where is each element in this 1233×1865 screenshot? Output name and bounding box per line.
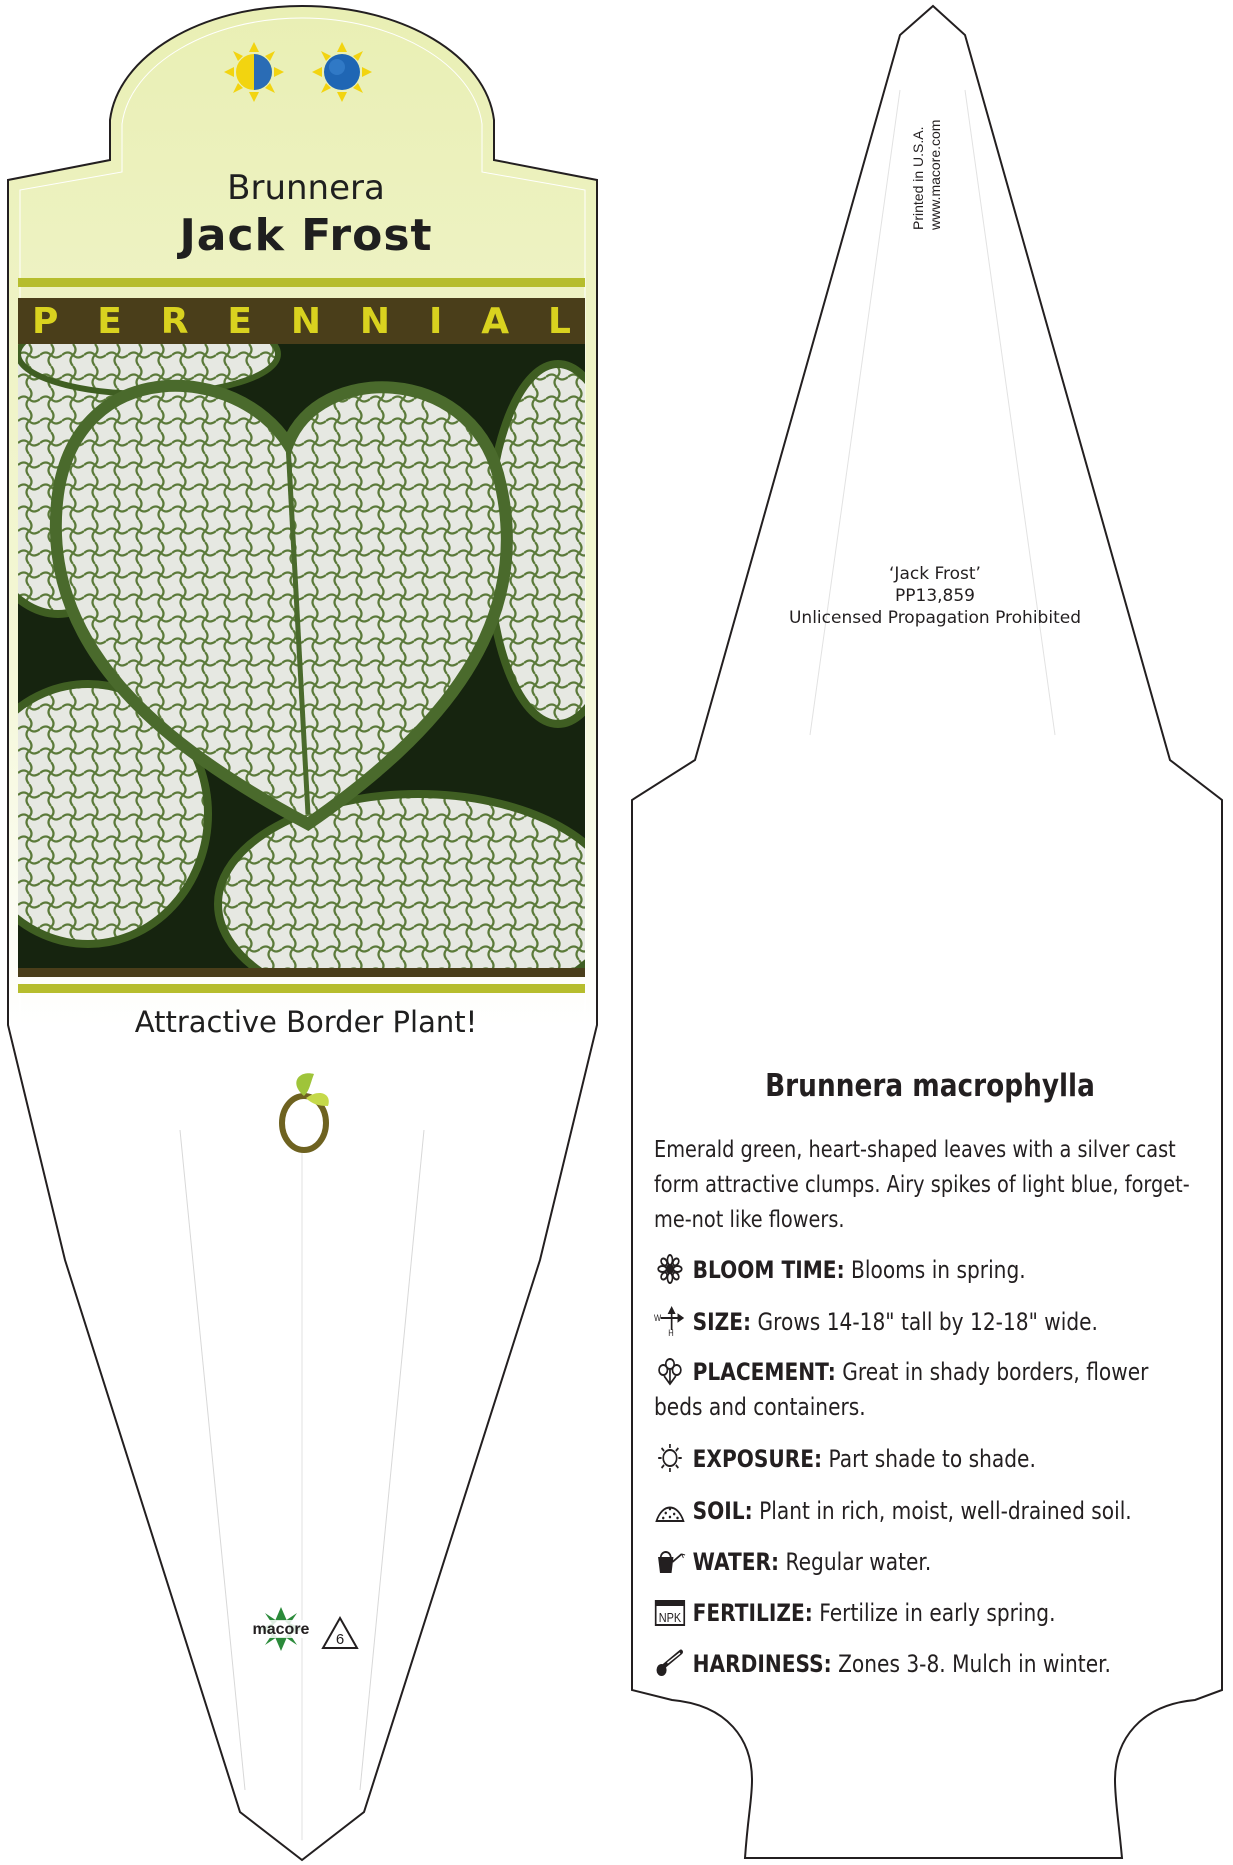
- tagline: Attractive Border Plant!: [134, 1005, 478, 1039]
- attribute-fertilize: [654, 1596, 1175, 1631]
- patent-line-1: ‘Jack Frost’: [889, 564, 981, 584]
- attribute-label: BLOOM TIME:: [692, 1256, 845, 1284]
- plants-icon: [654, 1356, 686, 1386]
- npk-bag-icon: [654, 1597, 686, 1627]
- attribute-exposure: [654, 1442, 1175, 1477]
- plant-description: Emerald green, heart-shaped leaves with a silver cast form attractive clumps. Airy spikes of light blue, forget-me-not like flowers.: [654, 1137, 1190, 1233]
- seedling-logo-icon: [270, 1068, 340, 1153]
- brand-logo-text: macore: [252, 1621, 310, 1638]
- printed-line-1: Printed in U.S.A.: [910, 126, 926, 230]
- attribute-size: [654, 1305, 1175, 1340]
- attribute-label: SIZE:: [692, 1308, 752, 1336]
- printed-note: [910, 120, 944, 230]
- soil-pile-icon: [654, 1495, 686, 1525]
- patent-line-2: PP13,859: [895, 586, 975, 606]
- recycle-icon: [320, 1615, 360, 1653]
- category-letter: E: [97, 300, 122, 342]
- category-letter: I: [428, 300, 443, 342]
- plant-cultivar: Jack Frost: [179, 210, 433, 261]
- attribute-label: FERTILIZE:: [692, 1599, 813, 1627]
- category-bar: [18, 298, 585, 344]
- watering-can-icon: [654, 1546, 686, 1576]
- attribute-bloom-time: [654, 1253, 1175, 1288]
- category-letter: R: [160, 300, 189, 342]
- category-letter: L: [548, 300, 571, 342]
- attribute-text: Blooms in spring.: [844, 1256, 1026, 1284]
- scientific-name: Brunnera macrophylla: [765, 1068, 1095, 1104]
- plant-genus: Brunnera: [227, 168, 385, 208]
- attribute-placement: [654, 1355, 1175, 1425]
- patent-notice: [740, 563, 1130, 629]
- recycle-number: 6: [335, 1631, 345, 1648]
- back-tag-outline: [632, 6, 1222, 1858]
- category-letter: N: [290, 300, 322, 342]
- attribute-text: Great in shady borders, flower beds and containers.: [654, 1358, 1149, 1421]
- attribute-label: WATER:: [692, 1548, 780, 1576]
- attribute-label: HARDINESS:: [692, 1650, 832, 1678]
- category-letter: N: [359, 300, 391, 342]
- printed-line-2: www.macore.com: [927, 119, 943, 230]
- bottom-band: [18, 984, 585, 993]
- size-arrows-icon: [654, 1306, 686, 1336]
- photo-bottom-bar: [18, 968, 585, 977]
- attribute-text: Plant in rich, moist, well-drained soil.: [752, 1497, 1132, 1525]
- macore-logo: [246, 1605, 316, 1660]
- shade-icon: [312, 42, 372, 102]
- category-letter: P: [32, 300, 59, 342]
- plant-photo: [18, 344, 585, 968]
- category-letter: E: [227, 300, 252, 342]
- attribute-soil: [654, 1494, 1175, 1529]
- part-sun-icon: [224, 42, 284, 102]
- patent-line-3: Unlicensed Propagation Prohibited: [788, 608, 1081, 628]
- category-letter: A: [481, 300, 510, 342]
- flower-icon: [654, 1254, 686, 1284]
- attribute-label: SOIL:: [692, 1497, 753, 1525]
- attribute-hardiness: [654, 1647, 1175, 1682]
- npk-text: NPK: [658, 1610, 682, 1626]
- attribute-text: Zones 3-8. Mulch in winter.: [831, 1650, 1111, 1678]
- sun-outline-icon: [654, 1443, 686, 1473]
- attribute-label: PLACEMENT:: [692, 1358, 836, 1386]
- top-band: [18, 278, 585, 287]
- attribute-text: Part shade to shade.: [822, 1445, 1036, 1473]
- thermometer-icon: [654, 1648, 686, 1678]
- attribute-text: Fertilize in early spring.: [812, 1599, 1056, 1627]
- exposure-icons: [222, 40, 382, 104]
- attribute-text: Regular water.: [779, 1548, 932, 1576]
- attribute-label: EXPOSURE:: [692, 1445, 823, 1473]
- attribute-water: [654, 1545, 1175, 1580]
- svg-text:H: H: [668, 1327, 674, 1336]
- attribute-text: Grows 14-18" tall by 12-18" wide.: [751, 1308, 1098, 1336]
- svg-text:W: W: [654, 1312, 662, 1324]
